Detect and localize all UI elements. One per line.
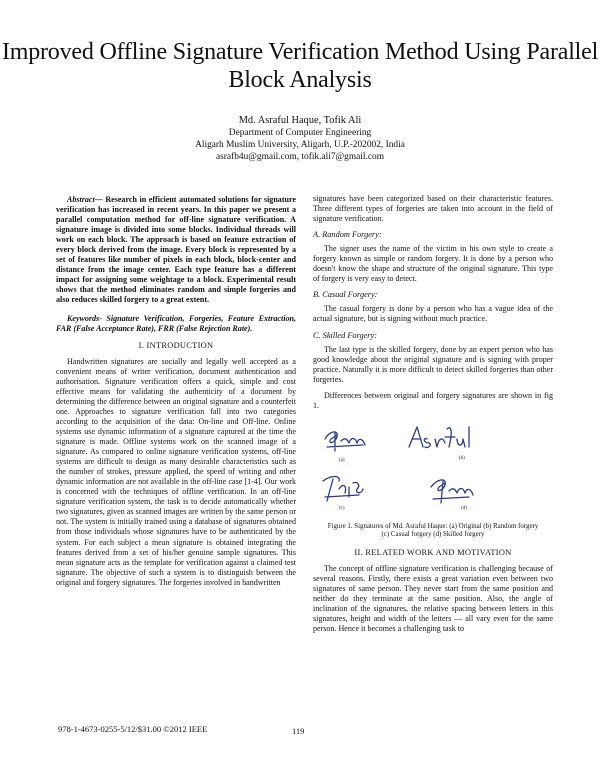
copyright-footer: 978-1-4673-0255-5/12/$31.00 ©2012 IEEE [58, 724, 208, 734]
related-work-paragraph: The concept of offline signature verification is challenging because of several reasons. Firstly, there exists a great variation even between two signatures of same person. They never start from the same position and neither do they terminate at the same position. Also, the angle of inclination of the signatures, the relative spacing between letters in this signatures, height and width of the letters — all vary even for the same person. Hence it becomes a challenging task to [313, 564, 553, 634]
signature-figure-image [313, 417, 553, 517]
abstract [56, 195, 296, 306]
figure-caption-line1: Figure 1. Signatures of Md. Asraful Haque: (a) Original (b) Random forgery [327, 522, 539, 530]
keywords-text: Signature Verification, Forgeries, Feature Extraction, FAR (False Acceptance Rate), FRR (False Rejection Rate). [56, 313, 296, 333]
section-heading-related-work: II. RELATED WORK AND MOTIVATION [354, 548, 512, 558]
author-block [0, 115, 600, 163]
figure-signatures [313, 417, 553, 517]
figure-caption-line2: (c) Casual forgery (d) Skilled forgery [381, 531, 485, 539]
left-column [56, 195, 296, 588]
subheading-skilled-forgery: C. Skilled Forgery: [313, 330, 377, 340]
subheading-random-forgery: A. Random Forgery: [313, 230, 382, 240]
keywords [56, 314, 296, 334]
right-column [313, 194, 553, 634]
random-forgery-paragraph: The signer uses the name of the victim in his own style to create a forgery known as simple or random forgery. It is done by a person who doesn't know the shape and structure of the original signature. This type of forgery is very easy to detect. [313, 244, 553, 284]
signature-a [325, 432, 365, 451]
keywords-label: Keywords- [67, 313, 102, 323]
abstract-text: Research in efficient automated solutions for signature verification has increased in recent years. In this paper we present a parallel computation method for off-line signature verification. A signature image is divided into some blocks. Individual threads will work on each block. The approach is based on feature extraction of every block derived from the image. Every block is represented by a set of features like number of pixels in each block, block-center and distance from the image center. Each type feature has a different impact for assigning some weightage to a block. Experimental result shows that the method eliminates random and simple forgeries and also reduces skilled forgery to a great extent. [56, 195, 296, 305]
section-heading-introduction: I. INTRODUCTION [138, 340, 214, 350]
department: Department of Computer Engineering [228, 128, 372, 138]
forgery-intro-paragraph: signatures have been categorized based on their characteristic features. Three different types of forgeries are taken into account in the field of signature verification. [313, 194, 553, 224]
skilled-forgery-paragraph: The last type is the skilled forgery, done by an expert person who has good knowledge about the original signature and is signing with proper practice. Naturally it is more difficult to detect skilled forgeries than other forgeries. [313, 344, 553, 384]
signature-c [323, 476, 363, 501]
author-emails: asrafb4u@gmail.com, tofik.ali7@gmail.com [215, 152, 384, 162]
fig-label-b: (b) [459, 455, 465, 461]
casual-forgery-paragraph: The casual forgery is done by a person who has a vague idea of the actual signature, but is signing without much practice. [313, 304, 553, 324]
signature-b [409, 427, 469, 448]
subheading-casual-forgery: B. Casual Forgery: [313, 290, 378, 300]
university: Aligarh Muslim University, Aligarh, U.P.-202002, India [195, 140, 405, 150]
fig-label-a: (a) [339, 457, 345, 463]
figure-caption [313, 523, 553, 540]
intro-paragraph: Handwritten signatures are socially and legally well accepted as a convenient means of writer verification, document authentication and authorisation. Signature verification offers a quick, simple and cost effective means for validating the authenticity of a document by determining the difference between an original signature and a counterfeit one. Approaches to signature verification fall into two categories according to the acquisition of the data: On-line and Off-line. Online systems use dynamic information of a signature captured at the time the signature is made. Offline systems work on the scanned image of a signature. As compared to online signature verification systems, off-line systems are difficult to design as many desirable characteristics such as the number of strokes, pressure applied, the speed of writing and other dynamic information are not available in the off-line case [1-4]. Our work is concerned with the techniques of offline verification. In an off-line signature verification system, the task is to decide automatically whether two signatures, given as scanned images are written by the same person or not. The system is initially trained using a database of signatures obtained from those individuals whose signatures have to be authenticated by the system. For each subject a mean signature is obtained integrating the features derived from a set of his/her genuine sample signatures. This mean signature acts as the template for verification against a claimed test signature. The objective of such a system is to distinguish between the original and forgery signatures. The forgeries involved in handwritten [56, 356, 296, 587]
abstract-label: Abstract— [67, 195, 103, 204]
signature-d [431, 480, 473, 503]
page-number: 119 [292, 726, 305, 736]
fig-label-d: (d) [461, 505, 467, 511]
paper-title: Improved Offline Signature Verification Method Using Parallel Block Analysis [1, 39, 599, 93]
fig-label-c: (c) [339, 505, 345, 511]
author-names: Md. Asraful Haque, Tofik Ali [238, 115, 362, 126]
figure-reference-paragraph: Differences between original and forgery signatures are shown in fig 1. [313, 390, 553, 410]
